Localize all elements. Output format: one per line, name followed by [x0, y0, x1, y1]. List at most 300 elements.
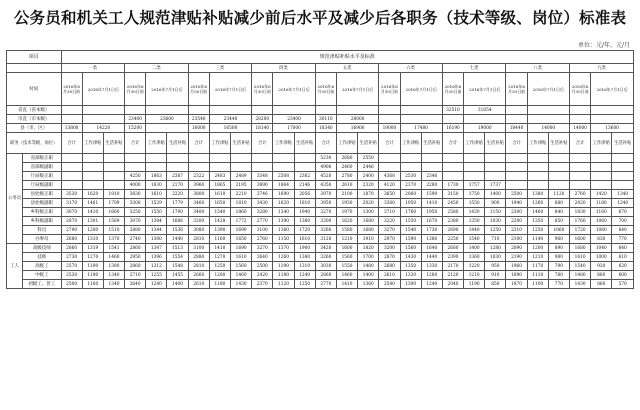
data-cell: [570, 172, 591, 181]
level-value: 23540: [188, 115, 209, 124]
data-cell: 1280: [485, 244, 506, 253]
data-cell: 2870: [379, 253, 400, 262]
level-value: 18340: [315, 124, 336, 133]
data-cell: 3070: [125, 217, 146, 226]
data-cell: [61, 172, 82, 181]
subheader-cell: 合计: [506, 133, 527, 154]
category-header: 七类: [442, 64, 506, 73]
data-cell: 1580: [336, 226, 357, 235]
data-cell: 2660: [188, 271, 209, 280]
level-value: [273, 106, 315, 115]
data-cell: 980: [548, 253, 569, 262]
subheader-cell: 合计: [125, 133, 146, 154]
data-cell: 1340: [103, 280, 124, 289]
subheader-cell: 合计: [315, 133, 336, 154]
data-cell: 1760: [570, 217, 591, 226]
time-before: 2016年6月30日前: [188, 73, 209, 106]
data-cell: [61, 181, 82, 190]
data-cell: 2100: [506, 235, 527, 244]
data-cell: 1737: [485, 181, 506, 190]
data-cell: 1540: [464, 235, 485, 244]
data-cell: [591, 163, 612, 172]
data-cell: [506, 163, 527, 172]
data-cell: 3430: [252, 199, 273, 208]
data-cell: 1210: [336, 235, 357, 244]
data-cell: 1380: [421, 235, 442, 244]
time-after: 2016年7月1日后: [273, 73, 315, 106]
level-value: [82, 106, 124, 115]
data-cell: 2210: [231, 190, 252, 199]
data-cell: 1720: [570, 226, 591, 235]
level-value: 16000: [188, 124, 209, 133]
data-cell: 1380: [527, 190, 548, 199]
data-cell: 1910: [103, 190, 124, 199]
data-cell: 770: [612, 235, 634, 244]
data-cell: 2060: [400, 190, 421, 199]
data-cell: 1730: [442, 181, 463, 190]
data-cell: [125, 154, 146, 163]
data-cell: 680: [548, 199, 569, 208]
level-value: 32510: [442, 106, 463, 115]
level-label: 市直（市本级）: [7, 115, 62, 124]
level-value: [570, 106, 591, 115]
data-cell: 3460: [188, 199, 209, 208]
data-cell: [400, 163, 421, 172]
data-cell: 1779: [167, 199, 188, 208]
data-cell: 3260: [315, 226, 336, 235]
data-cell: 1310: [294, 262, 315, 271]
data-cell: 1190: [273, 262, 294, 271]
data-cell: 850: [485, 280, 506, 289]
level-value: [506, 106, 527, 115]
level-value: 14000: [570, 124, 591, 133]
data-cell: 1650: [231, 235, 252, 244]
data-cell: 1384: [146, 217, 167, 226]
data-cell: 1870: [358, 190, 379, 199]
data-cell: 1930: [336, 199, 357, 208]
document-title: 公务员和机关工人规范津贴补贴减少前后水平及减少后各职务（技术等级、岗位）标准表: [13, 8, 627, 27]
subheader-cell: 工作津贴: [527, 133, 548, 154]
data-cell: 1940: [294, 208, 315, 217]
data-cell: [612, 181, 634, 190]
data-cell: 920: [591, 262, 612, 271]
subheader-cell: 合计: [442, 133, 463, 154]
data-cell: 1000: [591, 253, 612, 262]
data-cell: 3170: [61, 199, 82, 208]
data-cell: 3030: [315, 262, 336, 271]
data-cell: 1040: [591, 244, 612, 253]
data-cell: 1280: [82, 226, 103, 235]
subheader-cell: 合计: [252, 133, 273, 154]
data-cell: 1190: [82, 271, 103, 280]
data-cell: [612, 172, 634, 181]
data-cell: [273, 163, 294, 172]
data-cell: 1430: [400, 253, 421, 262]
data-cell: 1240: [612, 199, 634, 208]
category-header: 二类: [125, 64, 189, 73]
data-cell: 1180: [273, 271, 294, 280]
data-cell: 3070: [61, 208, 82, 217]
data-cell: 2870: [61, 217, 82, 226]
level-value: [442, 115, 463, 124]
data-cell: 830: [591, 235, 612, 244]
data-cell: 2610: [336, 181, 357, 190]
data-cell: 1160: [82, 280, 103, 289]
data-cell: 1529: [146, 199, 167, 208]
data-cell: [252, 154, 273, 163]
data-cell: 1440: [167, 235, 188, 244]
data-cell: 1330: [421, 262, 442, 271]
data-cell: 1864: [273, 181, 294, 190]
data-cell: 1300: [146, 235, 167, 244]
subheader-cell: 工作津贴: [82, 133, 103, 154]
data-cell: 2446: [358, 163, 379, 172]
category-header: 八类: [506, 64, 570, 73]
data-cell: 2860: [61, 244, 82, 253]
data-cell: 1410: [82, 208, 103, 217]
data-cell: 3400: [188, 208, 209, 217]
time-before: 2016年6月30日前: [252, 73, 273, 106]
level-value: [379, 115, 400, 124]
data-cell: [103, 154, 124, 163]
data-cell: 2810: [188, 262, 209, 271]
level-value: [379, 106, 400, 115]
level-value: [125, 106, 146, 115]
data-cell: 4250: [125, 172, 146, 181]
level-value: [591, 115, 634, 124]
data-cell: 2860: [125, 262, 146, 271]
data-cell: 1120: [273, 280, 294, 289]
data-cell: 790: [548, 262, 569, 271]
data-cell: 1670: [421, 217, 442, 226]
data-cell: [146, 163, 167, 172]
subheader-cell: 合计: [188, 133, 209, 154]
subheader-cell: 工作津贴: [336, 133, 357, 154]
time-after: 2016年7月1日后: [82, 73, 124, 106]
data-cell: 1540: [570, 262, 591, 271]
data-cell: 1110: [527, 271, 548, 280]
data-cell: [103, 172, 124, 181]
data-cell: [231, 163, 252, 172]
data-cell: 2970: [379, 235, 400, 244]
data-cell: [294, 163, 315, 172]
data-cell: 2387: [167, 172, 188, 181]
time-after: 2016年7月1日后: [336, 73, 378, 106]
data-cell: 1690: [273, 190, 294, 199]
data-cell: [506, 172, 527, 181]
data-cell: [591, 172, 612, 181]
data-cell: 880: [591, 271, 612, 280]
data-cell: 2760: [252, 235, 273, 244]
data-cell: 2370: [252, 280, 273, 289]
data-cell: 2040: [442, 280, 463, 289]
data-cell: 1709: [103, 199, 124, 208]
level-value: 18140: [252, 124, 273, 133]
group-worker: 工人: [7, 244, 23, 289]
data-cell: [548, 181, 569, 190]
data-cell: 1510: [103, 226, 124, 235]
data-cell: 1344: [146, 226, 167, 235]
level-value: [527, 106, 569, 115]
data-cell: 1301: [82, 217, 103, 226]
data-cell: 1190: [82, 262, 103, 271]
subheader-cell: 合计: [570, 133, 591, 154]
position-label: 厅局级副职: [23, 181, 61, 190]
data-cell: [442, 163, 463, 172]
data-cell: 2280: [421, 181, 442, 190]
data-cell: 1460: [527, 208, 548, 217]
level-value: 30110: [315, 115, 336, 124]
data-cell: [273, 154, 294, 163]
data-cell: 2860: [315, 271, 336, 280]
data-cell: 2610: [188, 280, 209, 289]
level-value: 14220: [82, 124, 124, 133]
data-cell: 2450: [442, 199, 463, 208]
data-cell: 2380: [442, 217, 463, 226]
data-cell: 2580: [442, 208, 463, 217]
data-cell: 770: [548, 280, 569, 289]
data-cell: 1610: [146, 190, 167, 199]
data-cell: 2540: [379, 280, 400, 289]
data-cell: 1396: [146, 253, 167, 262]
data-cell: [103, 181, 124, 190]
data-cell: 1686: [167, 217, 188, 226]
data-cell: 2460: [336, 163, 357, 172]
data-cell: [209, 163, 230, 172]
data-cell: [548, 163, 569, 172]
data-cell: 1536: [167, 226, 188, 235]
data-cell: 1554: [167, 253, 188, 262]
data-cell: 1700: [167, 208, 188, 217]
data-cell: 1190: [464, 280, 485, 289]
data-cell: [527, 181, 548, 190]
data-cell: 2640: [252, 253, 273, 262]
data-cell: [506, 154, 527, 163]
data-cell: 1347: [146, 244, 167, 253]
data-cell: 1730: [421, 226, 442, 235]
subheader-cell: 合计: [61, 133, 82, 154]
time-after: 2016年7月1日后: [400, 73, 442, 106]
time-after: 2016年7月1日后: [146, 73, 188, 106]
data-cell: 2146: [294, 181, 315, 190]
time-before: 2016年6月30日前: [125, 73, 146, 106]
data-cell: [125, 163, 146, 172]
data-cell: 3308: [125, 199, 146, 208]
data-cell: [570, 163, 591, 172]
data-cell: [82, 181, 103, 190]
data-cell: [506, 181, 527, 190]
data-cell: 1460: [103, 253, 124, 262]
data-cell: [379, 163, 400, 172]
data-cell: 1560: [336, 253, 357, 262]
level-value: 15200: [125, 124, 146, 133]
data-cell: 2880: [188, 253, 209, 262]
category-header: 五类: [315, 64, 379, 73]
data-cell: 2400: [358, 172, 379, 181]
level-value: 14000: [527, 124, 569, 133]
category-header: 三类: [188, 64, 252, 73]
standards-sheet: [6, 50, 634, 289]
data-cell: 3080: [188, 226, 209, 235]
data-cell: 1140: [527, 235, 548, 244]
data-cell: 2500: [252, 262, 273, 271]
data-cell: [570, 181, 591, 190]
subheader-cell: 工作津贴: [400, 133, 421, 154]
data-cell: 1360: [464, 253, 485, 262]
data-cell: 1430: [231, 280, 252, 289]
data-cell: 4120: [379, 181, 400, 190]
data-cell: 1660: [103, 208, 124, 217]
data-cell: 1680: [358, 226, 379, 235]
data-cell: 1720: [294, 226, 315, 235]
data-cell: 2570: [61, 262, 82, 271]
data-cell: 2200: [506, 217, 527, 226]
data-cell: 640: [612, 226, 634, 235]
time-after: 2016年7月1日后: [591, 73, 634, 106]
data-cell: [442, 154, 463, 163]
data-cell: 1300: [358, 208, 379, 217]
level-value: 13800: [61, 124, 82, 133]
data-cell: 1260: [273, 253, 294, 262]
data-cell: 1240: [146, 280, 167, 289]
data-cell: 1255: [146, 271, 167, 280]
level-value: 28000: [336, 115, 378, 124]
level-value: 23600: [146, 115, 188, 124]
data-cell: 2790: [61, 226, 82, 235]
level-value: [61, 115, 82, 124]
data-cell: 2500: [61, 280, 82, 289]
time-label: 时间: [7, 73, 62, 106]
data-cell: [464, 163, 485, 172]
subheader-cell: 生活补贴: [294, 133, 315, 154]
data-cell: 1350: [527, 217, 548, 226]
data-cell: [188, 163, 209, 172]
data-cell: 1820: [358, 244, 379, 253]
data-cell: 3270: [315, 208, 336, 217]
top-header: 规范津贴补贴水平及标准: [61, 51, 634, 64]
data-cell: 2020: [358, 199, 379, 208]
data-cell: 1970: [336, 208, 357, 217]
time-before: 2016年6月30日前: [506, 73, 527, 106]
data-cell: 950: [485, 262, 506, 271]
data-cell: [548, 154, 569, 163]
data-cell: [591, 181, 612, 190]
data-cell: 3220: [379, 217, 400, 226]
position-label: 厅局级正职: [23, 172, 61, 181]
data-cell: 2610: [379, 271, 400, 280]
data-cell: 3100: [188, 244, 209, 253]
data-cell: 1460: [231, 271, 252, 280]
subheader-cell: 工作津贴: [273, 133, 294, 154]
data-cell: 3270: [379, 226, 400, 235]
level-value: [506, 115, 527, 124]
data-cell: 1150: [485, 208, 506, 217]
data-cell: 1160: [209, 235, 230, 244]
position-label: 科员: [23, 226, 61, 235]
data-cell: 1319: [82, 244, 103, 253]
data-cell: 1680: [358, 217, 379, 226]
data-cell: 3260: [315, 253, 336, 262]
data-cell: 1180: [209, 280, 230, 289]
data-cell: [379, 154, 400, 163]
data-cell: 1430: [464, 208, 485, 217]
category-header: 九类: [570, 64, 634, 73]
data-cell: 1370: [103, 235, 124, 244]
time-before: 2016年6月30日前: [379, 73, 400, 106]
subheader-cell: 生活补贴: [485, 133, 506, 154]
data-cell: 3970: [315, 190, 336, 199]
data-cell: 1360: [358, 280, 379, 289]
category-header: 六类: [379, 64, 443, 73]
data-cell: 2390: [442, 253, 463, 262]
data-cell: [548, 172, 569, 181]
data-cell: 1830: [570, 208, 591, 217]
data-cell: 2362: [294, 172, 315, 181]
data-cell: 2420: [570, 199, 591, 208]
data-cell: 1640: [421, 244, 442, 253]
data-cell: [61, 154, 82, 163]
data-cell: 3280: [252, 208, 273, 217]
data-cell: 2090: [506, 244, 527, 253]
subheader-cell: 生活补贴: [103, 133, 124, 154]
data-cell: 1380: [103, 262, 124, 271]
data-cell: 1220: [464, 262, 485, 271]
data-cell: 3830: [125, 190, 146, 199]
data-cell: 1700: [358, 253, 379, 262]
position-label: 初级工、普工: [23, 280, 61, 289]
data-cell: [527, 163, 548, 172]
level-label: 省直（省本级）: [7, 106, 62, 115]
data-cell: [591, 154, 612, 163]
position-label: 乡科级正职: [23, 208, 61, 217]
level-value: [527, 115, 569, 124]
data-cell: 1410: [421, 199, 442, 208]
level-value: 16500: [209, 124, 251, 133]
data-cell: 1420: [591, 190, 612, 199]
data-cell: 2190: [506, 253, 527, 262]
data-cell: 1863: [146, 172, 167, 181]
data-cell: 3200: [379, 244, 400, 253]
position-label: 技师: [23, 253, 61, 262]
level-value: [146, 106, 188, 115]
data-cell: 2550: [358, 154, 379, 163]
unit-note: 单位：元/年、元/月: [577, 42, 630, 49]
subheader-cell: 生活补贴: [612, 133, 634, 154]
data-cell: 3200: [188, 217, 209, 226]
position-label: 中级工: [23, 271, 61, 280]
data-cell: 1810: [231, 199, 252, 208]
data-cell: 2220: [167, 190, 188, 199]
data-cell: 1270: [82, 253, 103, 262]
data-cell: 2770: [315, 280, 336, 289]
data-cell: 1310: [82, 235, 103, 244]
data-cell: 1250: [485, 226, 506, 235]
subheader-cell: 合计: [379, 133, 400, 154]
data-cell: 1550: [336, 262, 357, 271]
data-cell: [231, 154, 252, 163]
subheader-cell: 生活补贴: [231, 133, 252, 154]
level-value: 23440: [209, 115, 251, 124]
data-cell: 4906: [315, 163, 336, 172]
position-label: 省部级副职: [23, 163, 61, 172]
data-cell: 1830: [146, 181, 167, 190]
level-value: [570, 115, 591, 124]
level-value: 31054: [464, 106, 506, 115]
data-cell: [209, 154, 230, 163]
data-cell: 1480: [358, 262, 379, 271]
data-cell: 2056: [294, 190, 315, 199]
data-cell: 1757: [464, 181, 485, 190]
